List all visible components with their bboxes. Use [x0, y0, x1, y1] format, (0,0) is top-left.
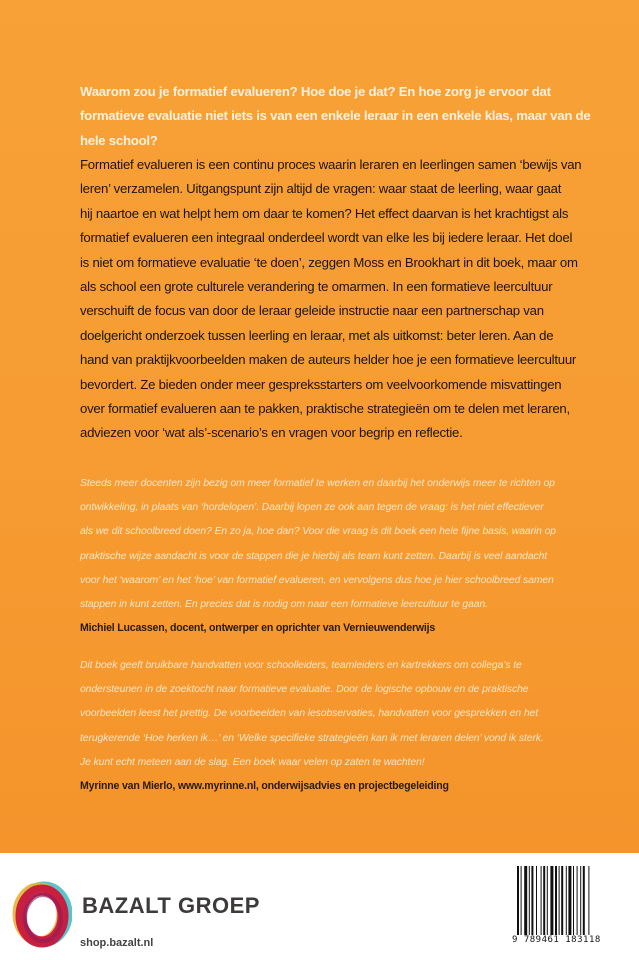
blurb-line: is niet om formatieve evaluatie ‘te doen’, zeggen Moss en Brookhart in dit boek, maar om — [80, 254, 578, 270]
quote-line: Dit boek geeft bruikbare handvatten voor schoolleiders, teamleiders en kartrekkers om collega’s te — [80, 660, 522, 671]
publisher-name: BAZALT GROEP — [82, 893, 260, 918]
isbn-number: 9 789461 183118 — [512, 935, 622, 945]
barcode-bar — [536, 866, 537, 944]
blurb-line: Formatief evalueren is een continu proces waarin leraren en leerlingen samen ‘bewijs van — [80, 157, 582, 172]
footer — [0, 853, 639, 960]
blurb-line: als school een grote culturele verandering te omarmen. In een formatieve leercultuur — [80, 278, 553, 294]
review-quote-1 — [80, 472, 580, 639]
barcode-bar — [550, 866, 553, 944]
quote-line: ontwikkeling, in plaats van ‘hordelopen’. Daarbij lopen ze ook aan tegen de vraag: is het niet effectiever — [80, 502, 544, 514]
barcode-bar — [573, 866, 574, 944]
barcode-bar — [543, 866, 545, 944]
blurb-text — [80, 153, 580, 446]
barcode-bar — [529, 866, 530, 944]
barcode-bar — [524, 866, 527, 944]
review-quote-2 — [80, 654, 580, 797]
blurb-line: doelgericht onderzoek tussen leerling en leraar, met als uitkomst: beter leren. Aan de — [80, 327, 554, 343]
barcode-bar — [531, 866, 533, 944]
barcode-bar — [566, 866, 567, 944]
quote-line: Je kunt echt meteen aan de slag. Een boek waar velen op zaten te wachten! — [80, 756, 425, 768]
barcode-bar — [580, 866, 581, 944]
intro-questions — [80, 80, 591, 153]
quote-line: voorbeelden leest het prettig. De voorbeelden van lesobservaties, handvatten voor gesprekken en het — [80, 708, 538, 720]
barcode-bar — [561, 866, 563, 944]
barcode-bar — [577, 866, 578, 944]
barcode-bar — [568, 866, 571, 944]
quote-line: ondersteunen in de zoektocht naar formatieve evaluatie. Door de logische opbouw en de praktische — [80, 684, 529, 696]
barcode-bar — [541, 866, 542, 944]
quote-line: stappen in kunt zetten. En precies dat is nodig om naar een formatieve leercultuur te gaan. — [80, 598, 488, 610]
quote-line: als we dit schoolbreed doen? En zo ja, hoe dan? Voor die vraag is dit boek een hele fijne basis, waarin op — [80, 526, 556, 538]
blurb-line: formatief evalueren een integraal onderdeel wordt van elke les bij iedere leraar. Het doel — [80, 230, 573, 246]
blurb-line: adviezen voor ‘wat als’-scenario’s en vragen voor begrip en reflectie. — [80, 425, 463, 441]
quote-line: Steeds meer docenten zijn bezig om meer formatief te werken en daarbij het onderwijs meer te richten op — [80, 478, 555, 489]
intro-line: hele school? — [80, 132, 158, 148]
barcode-bar — [588, 866, 589, 944]
quote-author: Michiel Lucassen, docent, ontwerper en oprichter van Vernieuwenderwijs — [80, 622, 436, 635]
bazalt-logo-icon — [12, 881, 72, 949]
intro-line: formatieve evaluatie niet iets is van een enkele leraar in een enkele klas, maar van de — [80, 108, 591, 124]
barcode-bar — [559, 866, 560, 944]
quote-line: praktische wijze aandacht is voor de stappen die je hierbij als team kunt zetten. Daarbij is veel aandacht — [80, 550, 548, 562]
blurb-line: hand van praktijkvoorbeelden maken de auteurs helder hoe je een formatieve leercultuur — [80, 352, 577, 368]
quote-line: voor het ‘waarom’ en het ‘hoe’ van formatief evalueren, en vervolgens dus hoe je hier schoolbreed samen — [80, 574, 554, 586]
barcode-bar — [517, 866, 519, 944]
blurb-line: over formatief evalueren aan te pakken, praktische strategieën om te delen met leraren, — [80, 400, 570, 416]
barcode-bar — [547, 866, 548, 944]
quote-line: terugkerende ‘Hoe herken ik…’ en ‘Welke specifieke strategieën kan ik met leraren delen’ vond ik sterk. — [80, 732, 544, 744]
website-link[interactable]: shop.bazalt.nl — [80, 937, 154, 949]
quote-author: Myrinne van Mierlo, www.myrinne.nl, onderwijsadvies en projectbegeleiding — [80, 779, 449, 792]
barcode-bar — [521, 866, 522, 944]
blurb-line: verschuift de focus van door de leraar geleide instructie naar een partnerschap van — [80, 303, 544, 319]
intro-line: Waarom zou je formatief evalueren? Hoe doe je dat? En hoe zorg je ervoor dat — [80, 84, 551, 99]
blurb-line: bevordert. Ze bieden onder meer gespreksstarters om veelvoorkomende misvattingen — [80, 376, 562, 392]
blurb-line: hij naartoe en wat helpt hem om daar te komen? Het effect daarvan is het krachtigst als — [80, 205, 569, 221]
blurb-line: leren’ verzamelen. Uitgangspunt zijn altijd de vragen: waar staat de leerling, waar gaat — [80, 181, 562, 197]
barcode-bar — [583, 866, 585, 944]
barcode-bar — [555, 866, 557, 944]
